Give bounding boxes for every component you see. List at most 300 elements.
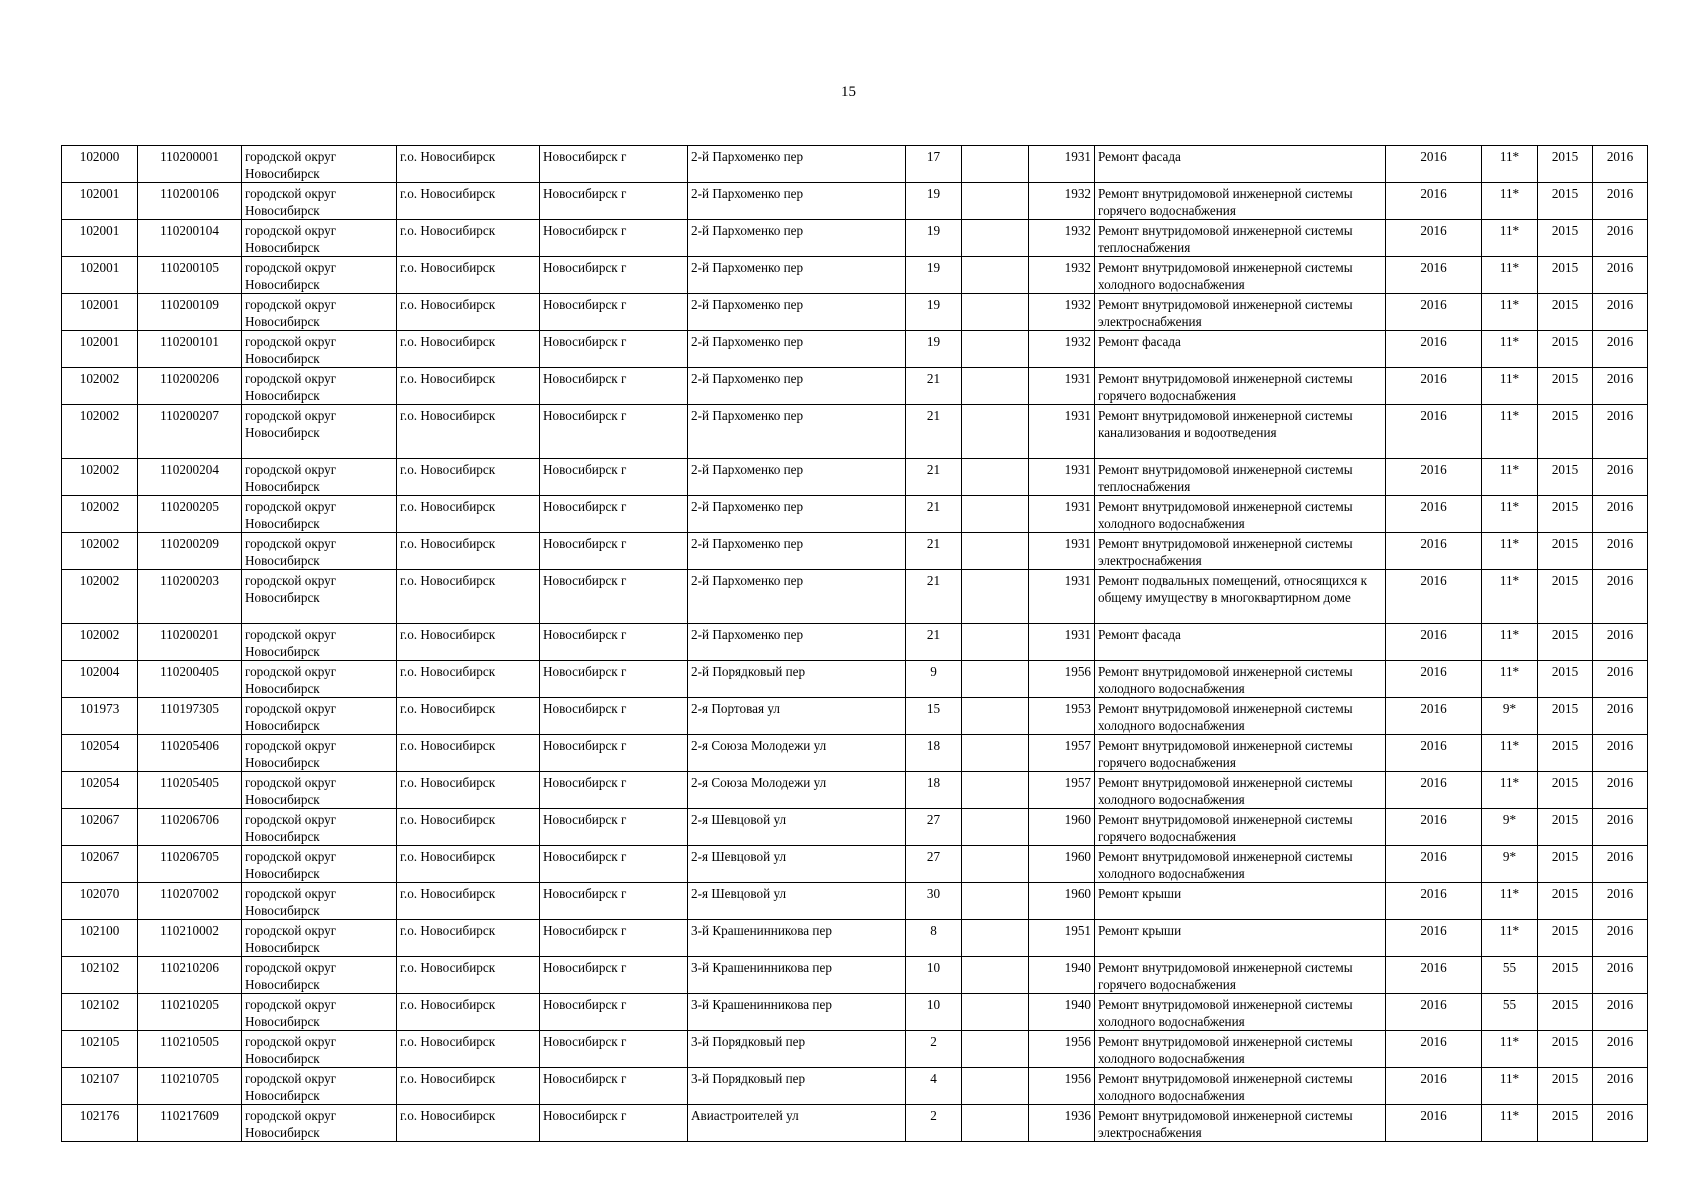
cell-settlement: г.о. Новосибирск: [397, 257, 540, 294]
cell-year-end: 2016: [1593, 1068, 1648, 1105]
cell-city: Новосибирск г: [540, 257, 688, 294]
cell-plan-year: 2016: [1386, 920, 1482, 957]
cell-id: 102002: [62, 533, 138, 570]
cell-settlement: г.о. Новосибирск: [397, 533, 540, 570]
cell-settlement: г.о. Новосибирск: [397, 661, 540, 698]
cell-id: 102002: [62, 624, 138, 661]
cell-year-end: 2016: [1593, 698, 1648, 735]
cell-municipality: городской округ Новосибирск: [242, 459, 397, 496]
cell-municipality: городской округ Новосибирск: [242, 496, 397, 533]
cell-street: 2-я Портовая ул: [688, 698, 906, 735]
cell-plan-year: 2016: [1386, 1105, 1482, 1142]
cell-plan-year: 2016: [1386, 772, 1482, 809]
cell-street: 2-й Порядковый пер: [688, 661, 906, 698]
cell-id: 102001: [62, 183, 138, 220]
cell-cost: 55: [1482, 957, 1538, 994]
cell-work-type: Ремонт фасада: [1095, 624, 1386, 661]
cell-plan-year: 2016: [1386, 809, 1482, 846]
cell-code: 110210705: [138, 1068, 242, 1105]
cell-house: 21: [906, 459, 962, 496]
cell-plan-year: 2016: [1386, 183, 1482, 220]
cell-municipality: городской округ Новосибирск: [242, 920, 397, 957]
cell-id: 102107: [62, 1068, 138, 1105]
cell-building: [962, 257, 1029, 294]
cell-code: 110200105: [138, 257, 242, 294]
cell-street: 2-й Пархоменко пер: [688, 294, 906, 331]
cell-id: 102102: [62, 994, 138, 1031]
cell-code: 110200206: [138, 368, 242, 405]
cell-year-end: 2016: [1593, 957, 1648, 994]
cell-year-built: 1960: [1029, 846, 1095, 883]
cell-code: 110210206: [138, 957, 242, 994]
cell-id: 102002: [62, 405, 138, 459]
cell-settlement: г.о. Новосибирск: [397, 496, 540, 533]
cell-year-end: 2016: [1593, 1031, 1648, 1068]
cell-street: 2-я Союза Молодежи ул: [688, 735, 906, 772]
cell-work-type: Ремонт внутридомовой инженерной системы теплоснабжения: [1095, 220, 1386, 257]
cell-cost: 11*: [1482, 405, 1538, 459]
cell-plan-year: 2016: [1386, 570, 1482, 624]
table-row: [62, 496, 1648, 533]
cell-municipality: городской округ Новосибирск: [242, 405, 397, 459]
cell-code: 110200106: [138, 183, 242, 220]
table-row: [62, 146, 1648, 183]
cell-year-end: 2016: [1593, 533, 1648, 570]
cell-city: Новосибирск г: [540, 735, 688, 772]
cell-year-end: 2016: [1593, 183, 1648, 220]
cell-code: 110200205: [138, 496, 242, 533]
cell-settlement: г.о. Новосибирск: [397, 1068, 540, 1105]
cell-street: Авиастроителей ул: [688, 1105, 906, 1142]
cell-building: [962, 772, 1029, 809]
cell-plan-year: 2016: [1386, 405, 1482, 459]
cell-street: 2-й Пархоменко пер: [688, 533, 906, 570]
cell-id: 102000: [62, 146, 138, 183]
cell-year-start: 2015: [1538, 735, 1593, 772]
cell-city: Новосибирск г: [540, 459, 688, 496]
cell-year-start: 2015: [1538, 368, 1593, 405]
cell-year-end: 2016: [1593, 496, 1648, 533]
cell-year-start: 2015: [1538, 846, 1593, 883]
table-row: [62, 994, 1648, 1031]
cell-work-type: Ремонт внутридомовой инженерной системы холодного водоснабжения: [1095, 994, 1386, 1031]
cell-year-end: 2016: [1593, 624, 1648, 661]
registry-table: [61, 145, 1648, 1142]
cell-year-built: 1960: [1029, 809, 1095, 846]
cell-plan-year: 2016: [1386, 496, 1482, 533]
cell-building: [962, 533, 1029, 570]
cell-year-built: 1936: [1029, 1105, 1095, 1142]
cell-street: 2-й Пархоменко пер: [688, 459, 906, 496]
cell-plan-year: 2016: [1386, 331, 1482, 368]
cell-work-type: Ремонт внутридомовой инженерной системы холодного водоснабжения: [1095, 846, 1386, 883]
cell-cost: 55: [1482, 994, 1538, 1031]
cell-settlement: г.о. Новосибирск: [397, 405, 540, 459]
cell-street: 2-й Пархоменко пер: [688, 183, 906, 220]
cell-year-built: 1931: [1029, 624, 1095, 661]
table-row: [62, 661, 1648, 698]
cell-id: 102001: [62, 220, 138, 257]
cell-building: [962, 405, 1029, 459]
cell-city: Новосибирск г: [540, 405, 688, 459]
cell-year-start: 2015: [1538, 883, 1593, 920]
cell-year-start: 2015: [1538, 146, 1593, 183]
cell-code: 110205405: [138, 772, 242, 809]
cell-year-start: 2015: [1538, 661, 1593, 698]
cell-street: 2-й Пархоменко пер: [688, 624, 906, 661]
cell-building: [962, 1031, 1029, 1068]
cell-work-type: Ремонт крыши: [1095, 920, 1386, 957]
cell-city: Новосибирск г: [540, 496, 688, 533]
cell-year-end: 2016: [1593, 405, 1648, 459]
cell-code: 110197305: [138, 698, 242, 735]
table-row: [62, 1031, 1648, 1068]
cell-street: 2-й Пархоменко пер: [688, 405, 906, 459]
cell-settlement: г.о. Новосибирск: [397, 957, 540, 994]
cell-id: 102004: [62, 661, 138, 698]
cell-house: 2: [906, 1031, 962, 1068]
cell-year-start: 2015: [1538, 1105, 1593, 1142]
cell-id: 102105: [62, 1031, 138, 1068]
cell-year-start: 2015: [1538, 459, 1593, 496]
cell-municipality: городской округ Новосибирск: [242, 1105, 397, 1142]
cell-year-end: 2016: [1593, 459, 1648, 496]
cell-code: 110200104: [138, 220, 242, 257]
cell-id: 102001: [62, 257, 138, 294]
cell-year-start: 2015: [1538, 1031, 1593, 1068]
table-row: [62, 772, 1648, 809]
cell-building: [962, 294, 1029, 331]
cell-cost: 9*: [1482, 846, 1538, 883]
cell-house: 18: [906, 735, 962, 772]
cell-house: 19: [906, 183, 962, 220]
cell-year-end: 2016: [1593, 368, 1648, 405]
cell-plan-year: 2016: [1386, 698, 1482, 735]
cell-settlement: г.о. Новосибирск: [397, 368, 540, 405]
cell-plan-year: 2016: [1386, 533, 1482, 570]
cell-id: 102002: [62, 496, 138, 533]
table-row: [62, 957, 1648, 994]
cell-building: [962, 570, 1029, 624]
cell-year-built: 1932: [1029, 220, 1095, 257]
cell-settlement: г.о. Новосибирск: [397, 1031, 540, 1068]
cell-building: [962, 1068, 1029, 1105]
cell-city: Новосибирск г: [540, 624, 688, 661]
cell-city: Новосибирск г: [540, 809, 688, 846]
cell-street: 2-й Пархоменко пер: [688, 146, 906, 183]
cell-house: 21: [906, 368, 962, 405]
cell-plan-year: 2016: [1386, 1031, 1482, 1068]
cell-id: 102176: [62, 1105, 138, 1142]
cell-year-built: 1931: [1029, 405, 1095, 459]
cell-cost: 11*: [1482, 533, 1538, 570]
cell-plan-year: 2016: [1386, 459, 1482, 496]
cell-year-built: 1940: [1029, 957, 1095, 994]
cell-city: Новосибирск г: [540, 1105, 688, 1142]
cell-city: Новосибирск г: [540, 883, 688, 920]
cell-municipality: городской округ Новосибирск: [242, 533, 397, 570]
cell-municipality: городской округ Новосибирск: [242, 220, 397, 257]
cell-code: 110200001: [138, 146, 242, 183]
cell-year-start: 2015: [1538, 772, 1593, 809]
cell-work-type: Ремонт внутридомовой инженерной системы теплоснабжения: [1095, 459, 1386, 496]
cell-house: 19: [906, 220, 962, 257]
cell-code: 110207002: [138, 883, 242, 920]
cell-municipality: городской округ Новосибирск: [242, 183, 397, 220]
cell-year-end: 2016: [1593, 331, 1648, 368]
cell-year-built: 1956: [1029, 1068, 1095, 1105]
cell-house: 8: [906, 920, 962, 957]
cell-cost: 11*: [1482, 1068, 1538, 1105]
cell-street: 2-й Пархоменко пер: [688, 368, 906, 405]
cell-city: Новосибирск г: [540, 920, 688, 957]
cell-year-end: 2016: [1593, 294, 1648, 331]
cell-work-type: Ремонт фасада: [1095, 331, 1386, 368]
cell-building: [962, 368, 1029, 405]
cell-building: [962, 846, 1029, 883]
cell-city: Новосибирск г: [540, 846, 688, 883]
cell-municipality: городской округ Новосибирск: [242, 257, 397, 294]
cell-municipality: городской округ Новосибирск: [242, 994, 397, 1031]
cell-year-start: 2015: [1538, 496, 1593, 533]
cell-id: 102002: [62, 459, 138, 496]
cell-city: Новосибирск г: [540, 220, 688, 257]
cell-code: 110210205: [138, 994, 242, 1031]
cell-street: 3-й Крашенинникова пер: [688, 994, 906, 1031]
cell-municipality: городской округ Новосибирск: [242, 368, 397, 405]
cell-id: 101973: [62, 698, 138, 735]
cell-work-type: Ремонт внутридомовой инженерной системы холодного водоснабжения: [1095, 772, 1386, 809]
cell-city: Новосибирск г: [540, 1031, 688, 1068]
cell-city: Новосибирск г: [540, 533, 688, 570]
cell-cost: 9*: [1482, 698, 1538, 735]
cell-work-type: Ремонт внутридомовой инженерной системы электроснабжения: [1095, 1105, 1386, 1142]
cell-id: 102067: [62, 846, 138, 883]
cell-settlement: г.о. Новосибирск: [397, 294, 540, 331]
cell-year-end: 2016: [1593, 994, 1648, 1031]
cell-work-type: Ремонт внутридомовой инженерной системы холодного водоснабжения: [1095, 1031, 1386, 1068]
table-row: [62, 883, 1648, 920]
cell-house: 19: [906, 331, 962, 368]
cell-year-start: 2015: [1538, 183, 1593, 220]
cell-year-built: 1951: [1029, 920, 1095, 957]
cell-year-start: 2015: [1538, 809, 1593, 846]
cell-year-built: 1953: [1029, 698, 1095, 735]
cell-building: [962, 220, 1029, 257]
cell-street: 3-й Крашенинникова пер: [688, 957, 906, 994]
cell-city: Новосибирск г: [540, 1068, 688, 1105]
cell-year-end: 2016: [1593, 220, 1648, 257]
cell-year-built: 1932: [1029, 294, 1095, 331]
cell-building: [962, 624, 1029, 661]
cell-street: 3-й Порядковый пер: [688, 1031, 906, 1068]
table-row: [62, 624, 1648, 661]
cell-year-end: 2016: [1593, 920, 1648, 957]
cell-cost: 11*: [1482, 459, 1538, 496]
cell-year-built: 1932: [1029, 183, 1095, 220]
table-row: [62, 1105, 1648, 1142]
cell-year-end: 2016: [1593, 846, 1648, 883]
cell-cost: 11*: [1482, 661, 1538, 698]
cell-code: 110206705: [138, 846, 242, 883]
cell-code: 110210002: [138, 920, 242, 957]
cell-city: Новосибирск г: [540, 994, 688, 1031]
cell-municipality: городской округ Новосибирск: [242, 735, 397, 772]
table-row: [62, 405, 1648, 459]
cell-year-built: 1956: [1029, 1031, 1095, 1068]
cell-building: [962, 459, 1029, 496]
cell-municipality: городской округ Новосибирск: [242, 809, 397, 846]
cell-building: [962, 146, 1029, 183]
cell-house: 4: [906, 1068, 962, 1105]
cell-settlement: г.о. Новосибирск: [397, 570, 540, 624]
cell-city: Новосибирск г: [540, 772, 688, 809]
cell-street: 2-й Пархоменко пер: [688, 570, 906, 624]
table-row: [62, 920, 1648, 957]
cell-house: 27: [906, 846, 962, 883]
cell-street: 2-я Союза Молодежи ул: [688, 772, 906, 809]
cell-building: [962, 1105, 1029, 1142]
cell-work-type: Ремонт внутридомовой инженерной системы холодного водоснабжения: [1095, 698, 1386, 735]
cell-cost: 11*: [1482, 1031, 1538, 1068]
table-row: [62, 368, 1648, 405]
table-row: [62, 846, 1648, 883]
cell-year-built: 1960: [1029, 883, 1095, 920]
cell-year-end: 2016: [1593, 735, 1648, 772]
cell-id: 102002: [62, 570, 138, 624]
cell-plan-year: 2016: [1386, 257, 1482, 294]
cell-work-type: Ремонт внутридомовой инженерной системы электроснабжения: [1095, 294, 1386, 331]
cell-year-end: 2016: [1593, 146, 1648, 183]
cell-cost: 11*: [1482, 146, 1538, 183]
cell-street: 2-я Шевцовой ул: [688, 809, 906, 846]
cell-work-type: Ремонт внутридомовой инженерной системы горячего водоснабжения: [1095, 735, 1386, 772]
cell-settlement: г.о. Новосибирск: [397, 772, 540, 809]
cell-year-start: 2015: [1538, 257, 1593, 294]
cell-municipality: городской округ Новосибирск: [242, 1068, 397, 1105]
cell-house: 10: [906, 957, 962, 994]
cell-year-end: 2016: [1593, 257, 1648, 294]
cell-house: 21: [906, 570, 962, 624]
cell-house: 17: [906, 146, 962, 183]
cell-year-built: 1931: [1029, 570, 1095, 624]
cell-house: 21: [906, 533, 962, 570]
cell-settlement: г.о. Новосибирск: [397, 146, 540, 183]
cell-municipality: городской округ Новосибирск: [242, 1031, 397, 1068]
cell-house: 21: [906, 496, 962, 533]
table-body: [62, 146, 1648, 1142]
cell-municipality: городской округ Новосибирск: [242, 570, 397, 624]
cell-cost: 11*: [1482, 920, 1538, 957]
cell-settlement: г.о. Новосибирск: [397, 183, 540, 220]
cell-city: Новосибирск г: [540, 368, 688, 405]
cell-plan-year: 2016: [1386, 368, 1482, 405]
cell-street: 2-й Пархоменко пер: [688, 220, 906, 257]
cell-house: 15: [906, 698, 962, 735]
cell-code: 110200207: [138, 405, 242, 459]
cell-settlement: г.о. Новосибирск: [397, 920, 540, 957]
cell-code: 110210505: [138, 1031, 242, 1068]
cell-plan-year: 2016: [1386, 220, 1482, 257]
cell-cost: 11*: [1482, 624, 1538, 661]
cell-house: 27: [906, 809, 962, 846]
table-row: [62, 570, 1648, 624]
table-row: [62, 257, 1648, 294]
cell-year-start: 2015: [1538, 698, 1593, 735]
cell-year-built: 1931: [1029, 459, 1095, 496]
cell-city: Новосибирск г: [540, 183, 688, 220]
cell-code: 110200101: [138, 331, 242, 368]
cell-cost: 11*: [1482, 294, 1538, 331]
cell-year-built: 1957: [1029, 735, 1095, 772]
cell-id: 102100: [62, 920, 138, 957]
cell-year-start: 2015: [1538, 220, 1593, 257]
cell-settlement: г.о. Новосибирск: [397, 735, 540, 772]
cell-year-end: 2016: [1593, 661, 1648, 698]
cell-year-end: 2016: [1593, 883, 1648, 920]
cell-cost: 11*: [1482, 257, 1538, 294]
cell-city: Новосибирск г: [540, 957, 688, 994]
cell-street: 2-й Пархоменко пер: [688, 257, 906, 294]
cell-settlement: г.о. Новосибирск: [397, 994, 540, 1031]
cell-cost: 11*: [1482, 183, 1538, 220]
cell-code: 110217609: [138, 1105, 242, 1142]
cell-municipality: городской округ Новосибирск: [242, 331, 397, 368]
cell-settlement: г.о. Новосибирск: [397, 846, 540, 883]
cell-work-type: Ремонт подвальных помещений, относящихся к общему имуществу в многоквартирном доме: [1095, 570, 1386, 624]
cell-code: 110200109: [138, 294, 242, 331]
cell-year-start: 2015: [1538, 994, 1593, 1031]
cell-building: [962, 496, 1029, 533]
cell-street: 2-й Пархоменко пер: [688, 496, 906, 533]
cell-municipality: городской округ Новосибирск: [242, 772, 397, 809]
cell-year-start: 2015: [1538, 624, 1593, 661]
cell-municipality: городской округ Новосибирск: [242, 957, 397, 994]
cell-id: 102054: [62, 735, 138, 772]
cell-cost: 11*: [1482, 883, 1538, 920]
cell-street: 2-й Пархоменко пер: [688, 331, 906, 368]
cell-year-start: 2015: [1538, 920, 1593, 957]
cell-year-end: 2016: [1593, 772, 1648, 809]
table-row: [62, 698, 1648, 735]
cell-id: 102054: [62, 772, 138, 809]
cell-work-type: Ремонт внутридомовой инженерной системы холодного водоснабжения: [1095, 257, 1386, 294]
cell-plan-year: 2016: [1386, 994, 1482, 1031]
cell-work-type: Ремонт внутридомовой инженерной системы холодного водоснабжения: [1095, 1068, 1386, 1105]
table-row: [62, 294, 1648, 331]
cell-municipality: городской округ Новосибирск: [242, 846, 397, 883]
cell-year-built: 1932: [1029, 331, 1095, 368]
cell-year-built: 1957: [1029, 772, 1095, 809]
cell-cost: 11*: [1482, 331, 1538, 368]
cell-year-end: 2016: [1593, 570, 1648, 624]
cell-building: [962, 183, 1029, 220]
cell-year-start: 2015: [1538, 331, 1593, 368]
cell-work-type: Ремонт внутридомовой инженерной системы горячего водоснабжения: [1095, 809, 1386, 846]
cell-street: 2-я Шевцовой ул: [688, 846, 906, 883]
cell-work-type: Ремонт внутридомовой инженерной системы электроснабжения: [1095, 533, 1386, 570]
cell-street: 2-я Шевцовой ул: [688, 883, 906, 920]
cell-street: 3-й Крашенинникова пер: [688, 920, 906, 957]
cell-year-end: 2016: [1593, 1105, 1648, 1142]
cell-work-type: Ремонт фасада: [1095, 146, 1386, 183]
cell-city: Новосибирск г: [540, 146, 688, 183]
cell-year-start: 2015: [1538, 570, 1593, 624]
cell-year-built: 1940: [1029, 994, 1095, 1031]
cell-plan-year: 2016: [1386, 735, 1482, 772]
cell-city: Новосибирск г: [540, 698, 688, 735]
cell-plan-year: 2016: [1386, 624, 1482, 661]
